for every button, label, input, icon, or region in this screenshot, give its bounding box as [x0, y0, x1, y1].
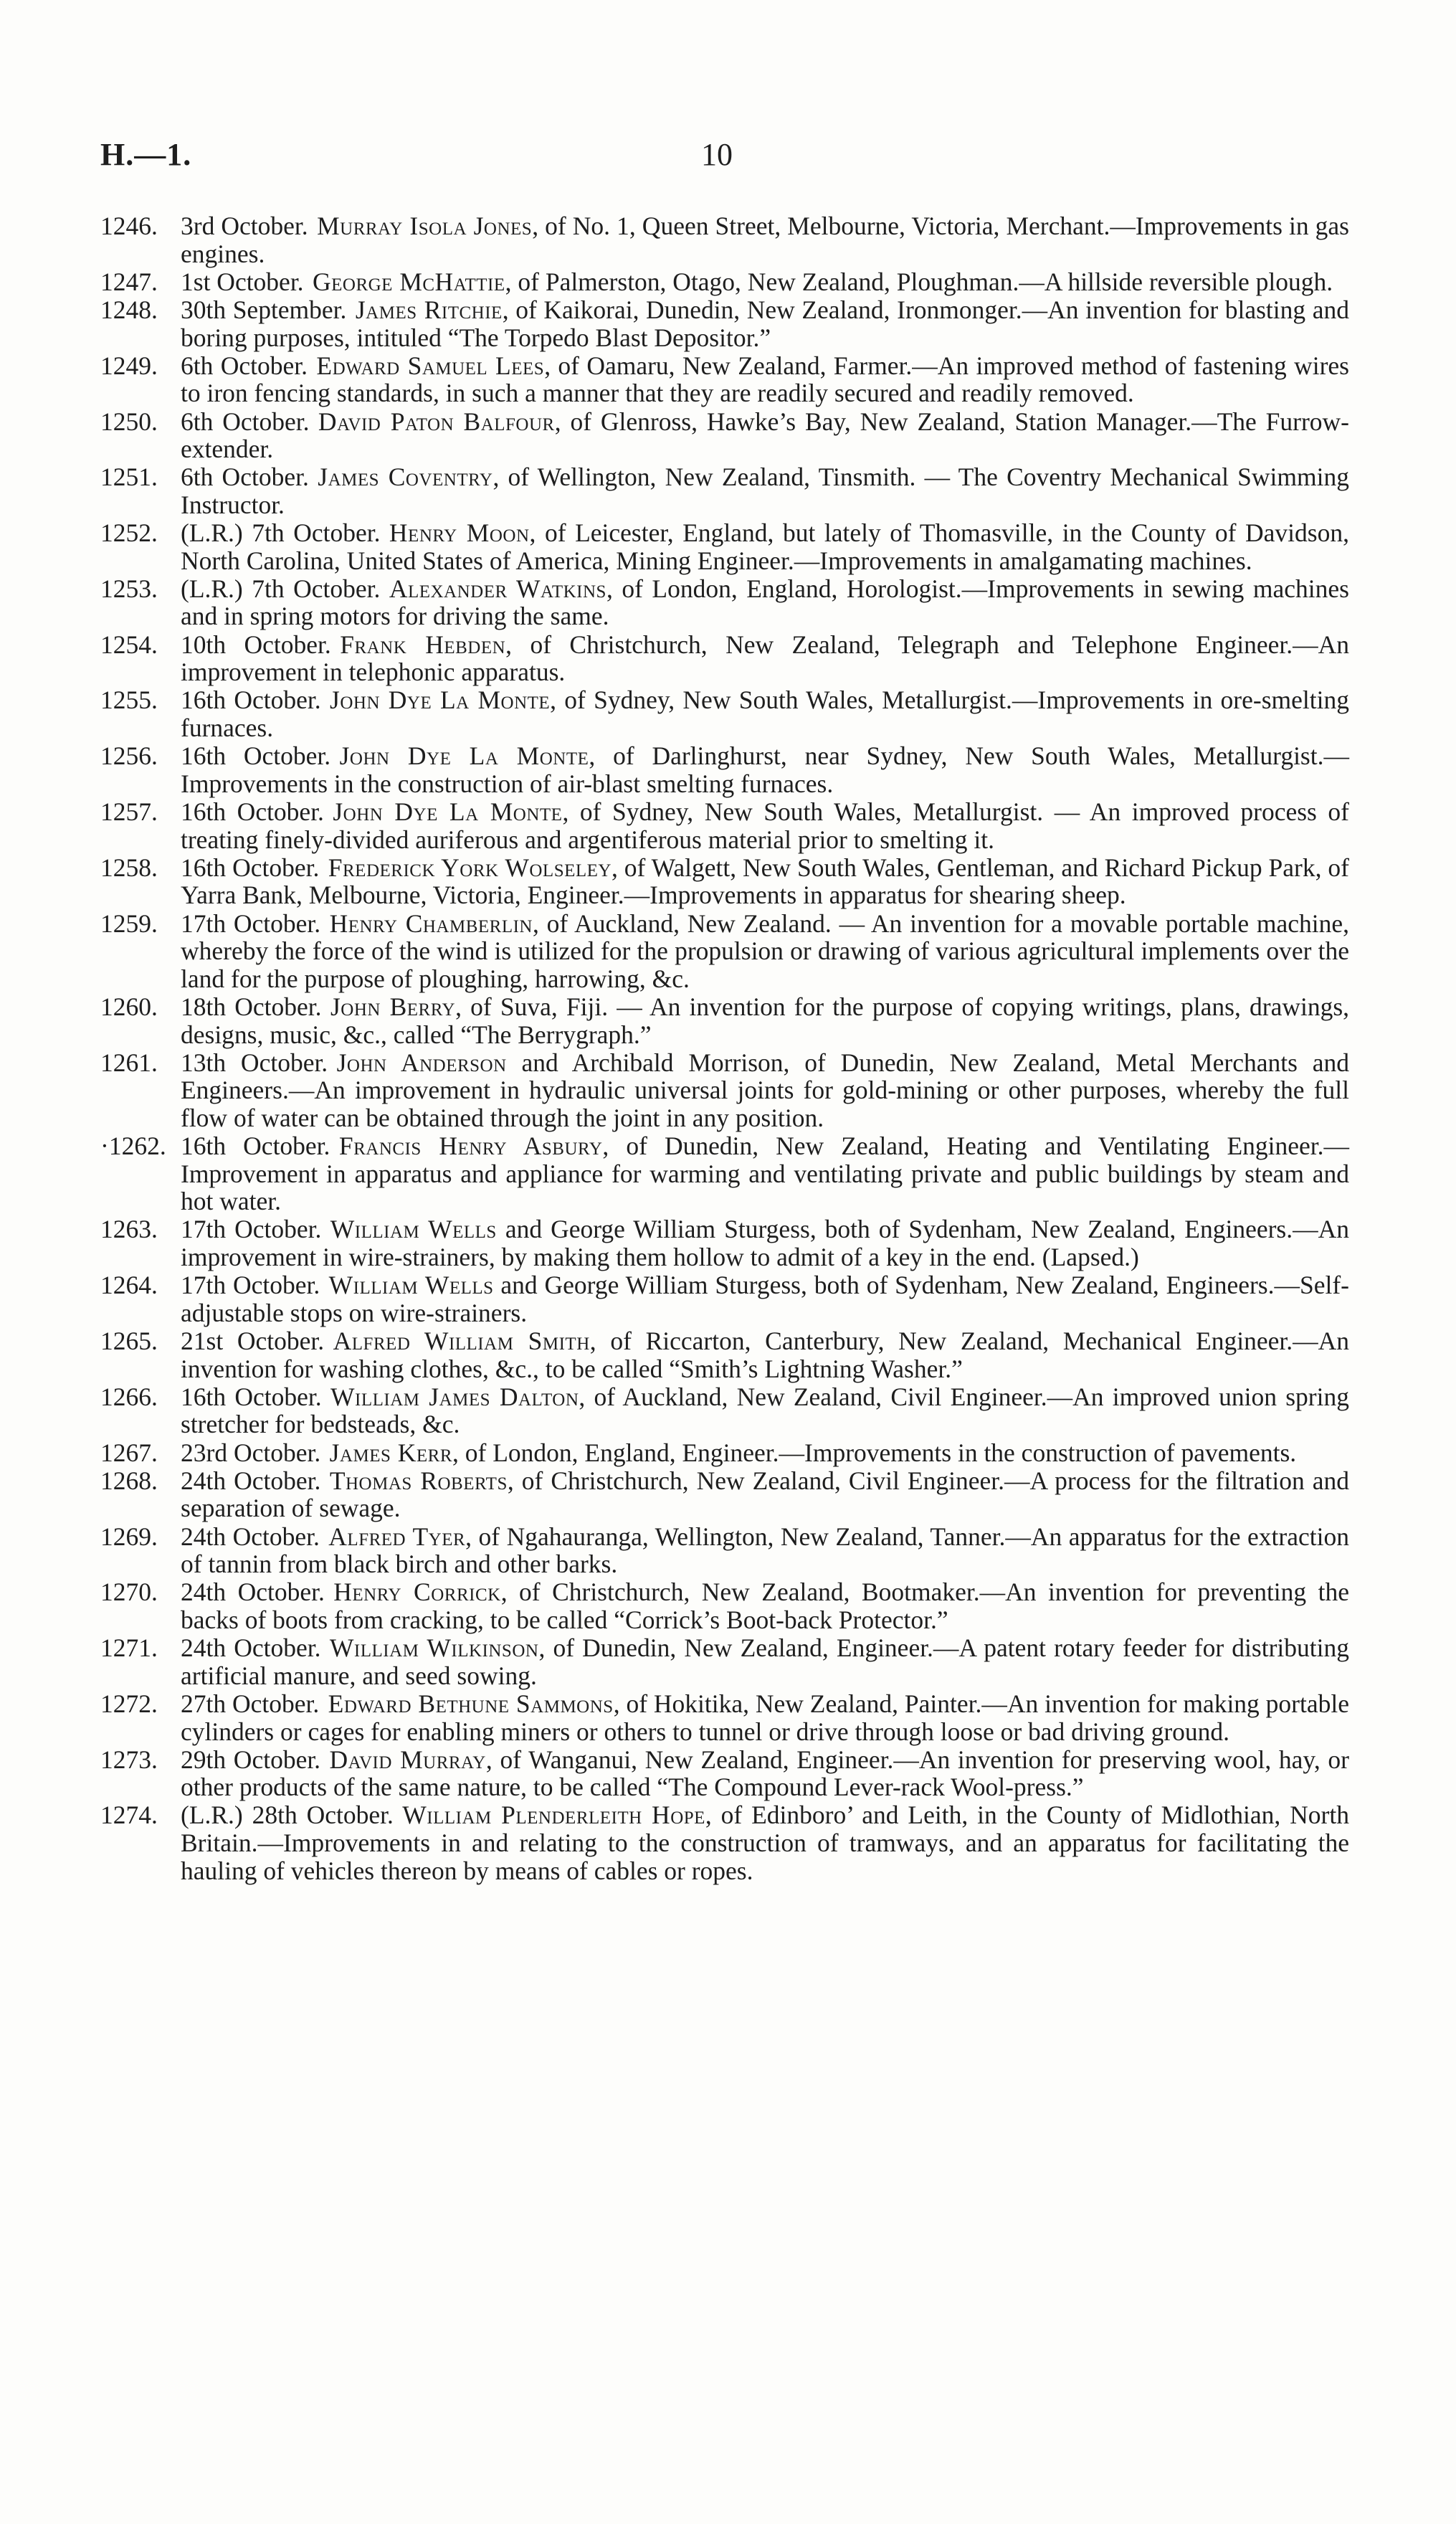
- applicant-name: John Dye La Monte: [339, 741, 589, 771]
- entry-description: , of Auckland, New Zealand, Civil Engineer.—An improved union spring stretcher for bedsteads, &c.: [181, 1382, 1349, 1439]
- patent-entry: [100, 1467, 1349, 1522]
- applicant-name: Frederick York Wolseley: [328, 853, 612, 882]
- applicant-name: William James Dalton: [330, 1382, 579, 1411]
- entry-number: 1260.: [100, 992, 158, 1021]
- patent-entry: [100, 1690, 1349, 1745]
- entry-text: [181, 993, 1349, 1048]
- applicant-name: Frank Hebden: [340, 630, 506, 659]
- applicant-name: Alfred Tyer: [328, 1522, 466, 1551]
- entry-date: 16th October.: [181, 853, 320, 882]
- entry-number: 1271.: [100, 1633, 158, 1663]
- entry-number: 1250.: [100, 407, 158, 436]
- entry-date: 10th October.: [181, 630, 331, 659]
- applicant-name: James Kerr: [329, 1438, 453, 1467]
- entry-text: [181, 1439, 1349, 1467]
- entry-description: , of Christchurch, New Zealand, Civil Engineer.—A process for the filtration and separation of sewage.: [181, 1466, 1349, 1523]
- applicant-name: Edward Bethune Sammons: [328, 1689, 614, 1718]
- applicant-name: William Wells: [330, 1215, 497, 1244]
- entry-number: 1259.: [100, 908, 158, 938]
- entry-number: 1274.: [100, 1801, 158, 1830]
- applicant-name: Edward Samuel Lees: [316, 351, 545, 380]
- entry-text: [181, 1523, 1349, 1578]
- entry-number: 1266.: [100, 1382, 158, 1411]
- entry-description: , of No. 1, Queen Street, Melbourne, Victoria, Merchant.—Improvements in gas engines.: [181, 212, 1349, 268]
- entry-date: 3rd October.: [181, 212, 308, 240]
- patent-entry: [100, 742, 1349, 797]
- entry-text: [181, 296, 1349, 351]
- entry-number: 1270.: [100, 1578, 158, 1607]
- entry-description: , of Dunedin, New Zealand, Engineer.—A patent rotary feeder for distributing artificial manure, and seed sowing.: [181, 1633, 1350, 1690]
- entry-date: 13th October.: [181, 1048, 328, 1077]
- entry-text: [181, 742, 1349, 797]
- entry-text: [181, 1467, 1349, 1522]
- patent-entry: [100, 1383, 1349, 1438]
- page-header: [100, 136, 1356, 179]
- patent-entry: [100, 993, 1349, 1048]
- entry-description: , of Sydney, New South Wales, Metallurgist. — An improved process of treating finely-divided auriferous and argentiferous material prior to smelting it.: [181, 797, 1349, 854]
- entry-text: [181, 268, 1349, 296]
- entry-number: 1263.: [100, 1215, 158, 1244]
- applicant-name: William Wells: [328, 1271, 494, 1300]
- patent-entry: [100, 1049, 1349, 1132]
- entry-description: , of Riccarton, Canterbury, New Zealand, Mechanical Engineer.—An invention for washing clothes, &c., to be called “Smith’s Lightning Washer.”: [181, 1327, 1349, 1383]
- applicant-name: John Anderson: [336, 1048, 507, 1077]
- entry-description: , of Kaikorai, Dunedin, New Zealand, Ironmonger.—An invention for blasting and boring purposes, intituled “The Torpedo Blast Depositor.”: [181, 295, 1349, 352]
- entry-text: [181, 631, 1349, 686]
- entry-number: 1252.: [100, 518, 158, 548]
- entry-number: 1246.: [100, 212, 158, 240]
- patent-entry: [100, 1439, 1349, 1467]
- entry-text: [181, 408, 1349, 463]
- entry-date: 18th October.: [181, 992, 322, 1021]
- patent-entry: [100, 1523, 1349, 1578]
- document-reference: H.—1.: [100, 137, 192, 172]
- entry-date: 24th October.: [181, 1633, 321, 1663]
- entry-description: , of Ngahauranga, Wellington, New Zealand, Tanner.—An apparatus for the extraction of tannin from black birch and other barks.: [181, 1522, 1349, 1579]
- applicant-name: Alexander Watkins: [389, 574, 606, 603]
- applicant-name: John Berry: [330, 992, 456, 1021]
- entry-description: , of Walgett, New South Wales, Gentleman, and Richard Pickup Park, of Yarra Bank, Melbourne, Victoria, Engineer.—Improvements in apparatus for shearing sheep.: [181, 853, 1349, 910]
- entry-description: , of Glenross, Hawke’s Bay, New Zealand, Station Manager.—The Furrow-extender.: [181, 407, 1349, 464]
- patent-entry: [100, 212, 1349, 267]
- entry-date: 16th October.: [181, 797, 324, 826]
- patent-entry: [100, 1634, 1349, 1689]
- applicant-name: James Coventry: [318, 462, 493, 492]
- applicant-name: George McHattie: [312, 267, 505, 296]
- entry-text: [181, 1132, 1349, 1215]
- entry-number: 1267.: [100, 1438, 158, 1467]
- entry-text: [181, 575, 1349, 630]
- entry-text: [181, 1634, 1349, 1689]
- entry-text: [181, 212, 1349, 267]
- entry-number: 1258.: [100, 853, 158, 882]
- applicant-name: James Ritchie: [355, 295, 503, 324]
- entry-date: 30th September.: [181, 295, 347, 324]
- entry-date: 24th October.: [181, 1522, 320, 1551]
- entry-description: , of Christchurch, New Zealand, Telegraph and Telephone Engineer.—An improvement in telephonic apparatus.: [181, 630, 1349, 687]
- entry-description: , of Dunedin, New Zealand, Heating and Ventilating Engineer.—Improvement in apparatus and appliance for warming and ventilating private and public buildings by steam and hot water.: [181, 1131, 1350, 1216]
- entry-date: 6th October.: [181, 407, 310, 436]
- entry-description: and Archibald Morrison, of Dunedin, New Zealand, Metal Merchants and Engineers.—An improvement in hydraulic universal joints for gold-mining or other purposes, whereby the full flow of water can be obtained through the joint in any position.: [181, 1048, 1349, 1132]
- applicant-name: Francis Henry Asbury: [338, 1131, 603, 1161]
- entry-date: (L.R.) 7th October.: [181, 518, 381, 548]
- patent-entry: [100, 519, 1349, 574]
- entry-number: 1257.: [100, 797, 158, 826]
- entry-text: [181, 1215, 1349, 1271]
- patent-entry: [100, 1327, 1349, 1382]
- patent-entry: [100, 1578, 1349, 1633]
- patent-entry: [100, 910, 1349, 993]
- entry-number: 1268.: [100, 1466, 158, 1495]
- entry-text: [181, 519, 1349, 574]
- patent-entry: [100, 1215, 1349, 1271]
- entry-description: and George William Sturgess, both of Sydenham, New Zealand, Engineers.—Self-adjustable stops on wire-strainers.: [181, 1271, 1349, 1327]
- entry-number: 1256.: [100, 741, 158, 771]
- entry-date: 27th October.: [181, 1689, 320, 1718]
- entry-text: [181, 854, 1349, 909]
- entry-text: [181, 1327, 1349, 1382]
- entry-description: and George William Sturgess, both of Sydenham, New Zealand, Engineers.—An improvement in wire-strainers, by making them hollow to admit of a key in the end. (Lapsed.): [181, 1215, 1349, 1272]
- applicant-name: Thomas Roberts: [329, 1466, 508, 1495]
- entry-description: , of Oamaru, New Zealand, Farmer.—An improved method of fastening wires to iron fencing standards, in such a manner that they are readily secured and readily removed.: [181, 351, 1349, 408]
- entry-text: [181, 352, 1349, 407]
- entry-date: 21st October.: [181, 1327, 325, 1356]
- entry-number: 1247.: [100, 267, 158, 296]
- applicant-name: Henry Corrick: [333, 1578, 501, 1607]
- patent-entry: [100, 1271, 1349, 1327]
- entry-date: 24th October.: [181, 1466, 321, 1495]
- entry-text: [181, 1271, 1349, 1327]
- entry-date: 24th October.: [181, 1578, 325, 1607]
- entry-date: 29th October.: [181, 1745, 321, 1774]
- applicant-name: William Wilkinson: [329, 1633, 539, 1663]
- entry-date: 23rd October.: [181, 1438, 321, 1467]
- patent-entry: [100, 352, 1349, 407]
- entry-number: 1251.: [100, 462, 158, 492]
- entry-date: (L.R.) 7th October.: [181, 574, 381, 603]
- entry-description: , of London, England, Horologist.—Improvements in sewing machines and in spring motors for driving the same.: [181, 574, 1349, 631]
- entry-date: 16th October.: [181, 741, 331, 771]
- patent-entry: [100, 631, 1349, 686]
- patent-entry: [100, 854, 1349, 909]
- entry-text: [181, 1578, 1349, 1633]
- patent-entry: [100, 798, 1349, 853]
- applicant-name: John Dye La Monte: [333, 797, 563, 826]
- entry-number: 1272.: [100, 1689, 158, 1718]
- applicant-name: Henry Chamberlin: [329, 908, 533, 938]
- entry-description: , of Christchurch, New Zealand, Bootmaker.—An invention for preventing the backs of boots from cracking, to be called “Corrick’s Boot-back Protector.”: [181, 1578, 1350, 1634]
- patent-entry: [100, 575, 1349, 630]
- entry-text: [181, 798, 1349, 853]
- applicant-name: David Murray: [329, 1745, 486, 1774]
- entry-number: 1265.: [100, 1327, 158, 1356]
- entry-text: [181, 1690, 1349, 1745]
- patent-entry: [100, 296, 1349, 351]
- patent-list: [100, 212, 1349, 1885]
- entry-date: 6th October.: [181, 351, 308, 380]
- entry-number: 1249.: [100, 351, 158, 380]
- entry-number: 1253.: [100, 574, 158, 603]
- entry-description: , of Wanganui, New Zealand, Engineer.—An invention for preserving wool, hay, or other products of the same nature, to be called “The Compound Lever-rack Wool-press.”: [181, 1745, 1349, 1802]
- entry-description: , of Sydney, New South Wales, Metallurgist.—Improvements in ore-smelting furnaces.: [181, 685, 1349, 743]
- entry-description: , of Auckland, New Zealand. — An invention for a movable portable machine, whereby the force of the wind is utilized for the propulsion or drawing of various agricultural implements over the land for the purpose of ploughing, harrowing, &c.: [181, 908, 1349, 993]
- entry-number: 1248.: [100, 295, 158, 324]
- applicant-name: William Plenderleith Hope: [402, 1801, 705, 1830]
- applicant-name: John Dye La Monte: [330, 685, 551, 715]
- patent-entry: [100, 1801, 1349, 1884]
- patent-entry: [100, 268, 1349, 296]
- entry-date: 16th October.: [181, 1131, 330, 1161]
- applicant-name: David Paton Balfour: [318, 407, 555, 436]
- entry-number: 1255.: [100, 685, 158, 715]
- patent-entry: [100, 463, 1349, 518]
- entry-text: [181, 1746, 1349, 1801]
- entry-description: , of Hokitika, New Zealand, Painter.—An invention for making portable cylinders or cages for enabling miners or others to tunnel or drive through loose or bad driving ground.: [181, 1689, 1349, 1746]
- patent-entry: [100, 686, 1349, 741]
- entry-description: , of Palmerston, Otago, New Zealand, Ploughman.—A hillside reversible plough.: [505, 267, 1333, 296]
- entry-description: , of Edinboro’ and Leith, in the County of Midlothian, North Britain.—Improvements in and relating to the construction of tramways, and an apparatus for facilitating the hauling of vehicles thereon by means of cables or ropes.: [181, 1801, 1349, 1885]
- entry-number: 1269.: [100, 1522, 158, 1551]
- entry-date: 17th October.: [181, 1215, 322, 1244]
- entry-text: [181, 910, 1349, 993]
- entry-date: (L.R.) 28th October.: [181, 1801, 394, 1830]
- entry-date: 6th October.: [181, 462, 309, 492]
- entry-description: , of Wellington, New Zealand, Tinsmith. — The Coventry Mechanical Swimming Instructor.: [181, 462, 1350, 519]
- entry-date: 17th October.: [181, 908, 321, 938]
- entry-text: [181, 1049, 1349, 1132]
- entry-text: [181, 463, 1349, 518]
- patent-entry: [100, 408, 1349, 463]
- entry-text: [181, 686, 1349, 741]
- applicant-name: Murray Isola Jones: [317, 212, 533, 240]
- entry-number: 1261.: [100, 1048, 158, 1077]
- entry-number: 1264.: [100, 1271, 158, 1300]
- entry-description: , of Leicester, England, but lately of Thomasville, in the County of Davidson, North Carolina, United States of America, Mining Engineer.—Improvements in amalgamating machines.: [181, 518, 1349, 575]
- entry-date: 16th October.: [181, 685, 321, 715]
- entry-text: [181, 1801, 1349, 1884]
- entry-date: 17th October.: [181, 1271, 320, 1300]
- entry-description: , of Suva, Fiji. — An invention for the purpose of copying writings, plans, drawings, designs, music, &c., called “The Berrygraph.”: [181, 992, 1350, 1049]
- patent-entry: [100, 1746, 1349, 1801]
- entry-date: 16th October.: [181, 1382, 322, 1411]
- page-number: 10: [701, 137, 733, 172]
- entry-date: 1st October.: [181, 267, 304, 296]
- applicant-name: Henry Moon: [389, 518, 530, 548]
- entry-number: ·1262.: [100, 1131, 166, 1161]
- applicant-name: Alfred William Smith: [333, 1327, 590, 1356]
- entry-text: [181, 1383, 1349, 1438]
- entry-number: 1273.: [100, 1745, 158, 1774]
- entry-number: 1254.: [100, 630, 158, 659]
- entry-description: , of London, England, Engineer.—Improvements in the construction of pavements.: [452, 1438, 1297, 1467]
- patent-entry: [100, 1132, 1349, 1215]
- entry-description: , of Darlinghurst, near Sydney, New South Wales, Metallurgist.—Improvements in the construction of air-blast smelting furnaces.: [181, 741, 1349, 798]
